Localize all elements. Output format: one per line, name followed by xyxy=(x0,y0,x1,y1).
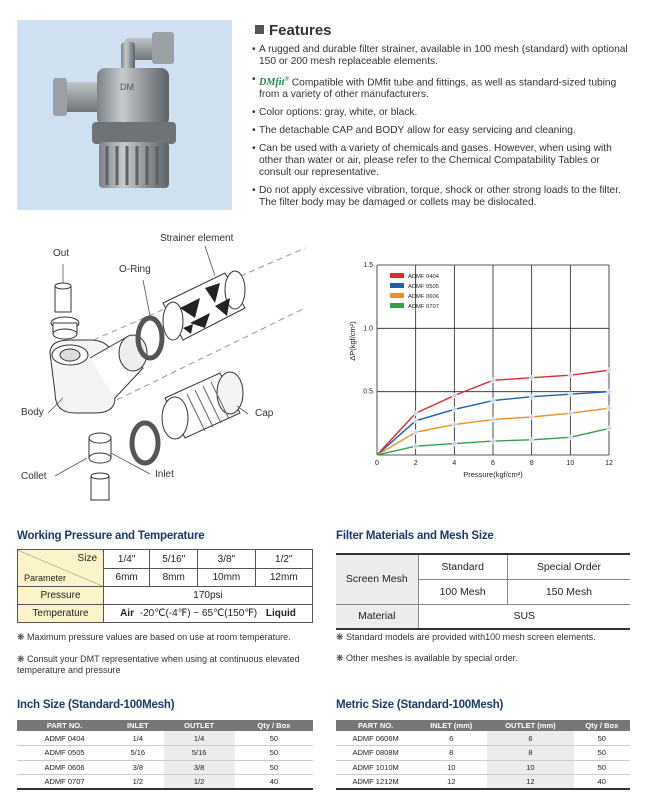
air-label: Air xyxy=(120,608,134,619)
outlet-value: 3/8 xyxy=(164,760,235,775)
legend-swatch xyxy=(390,293,404,298)
label-body: Body xyxy=(21,407,44,418)
dmfit-logo: DMfit® xyxy=(259,77,289,89)
square-bullet-icon xyxy=(255,25,264,34)
part-number: ADMF 0707 xyxy=(17,775,112,790)
y-tick-label: 1.5 xyxy=(363,262,373,269)
inch-size-table xyxy=(17,720,313,790)
mesh-note: ❋ Other meshes is available by special order. xyxy=(336,653,518,663)
outlet-value: 10 xyxy=(487,760,573,775)
data-point xyxy=(491,398,496,403)
feature-item xyxy=(252,107,632,119)
filter-materials-table xyxy=(336,553,630,630)
outlet-value: 5/16 xyxy=(164,746,235,761)
metric-size-table xyxy=(336,720,630,790)
standard-label: Standard xyxy=(418,554,507,579)
outlet-value: 8 xyxy=(487,746,573,761)
temperature-label: Temperature xyxy=(18,605,104,623)
qty-value: 40 xyxy=(235,775,313,790)
feature-text: The detachable CAP and BODY allow for easy servicing and cleaning. xyxy=(259,125,576,137)
special-mesh-value: 150 Mesh xyxy=(507,579,630,604)
inch-size-title: Inch Size (Standard-100Mesh) xyxy=(17,699,175,711)
inlet-value: 6 xyxy=(415,731,487,746)
legend-swatch xyxy=(390,303,404,308)
column-header: PART NO. xyxy=(17,720,112,731)
inlet-value: 12 xyxy=(415,775,487,790)
x-tick-label: 4 xyxy=(452,460,457,467)
x-tick-label: 2 xyxy=(413,460,418,467)
inlet-value: 1/4 xyxy=(112,731,163,746)
working-pressure-table xyxy=(17,549,313,623)
part-number: ADMF 0808M xyxy=(336,746,415,761)
temperature-value xyxy=(104,605,313,623)
legend-label: ADMF 0606 xyxy=(408,294,439,300)
label-collet: Collet xyxy=(21,471,47,482)
working-pressure-title: Working Pressure and Temperature xyxy=(17,530,205,542)
x-tick-label: 8 xyxy=(529,460,534,467)
data-point xyxy=(568,435,573,440)
feature-text: A rugged and durable filter strainer, available in 100 mesh (standard) with optional 150 or 200 mesh replaceable elements. xyxy=(259,44,628,67)
feature-item xyxy=(252,125,632,137)
part-number: ADMF 1010M xyxy=(336,760,415,775)
label-strainer-element: Strainer element xyxy=(160,233,234,244)
parameter-label: Parameter xyxy=(24,573,67,583)
column-header: OUTLET (mm) xyxy=(487,720,573,731)
size-inch: 1/4" xyxy=(104,550,150,569)
qty-value: 50 xyxy=(235,760,313,775)
size-inch: 1/2" xyxy=(255,550,312,569)
feature-text: Compatible with DMfit tube and fittings, as well as standard-sized tubing from a variety of other manufacturers. xyxy=(259,77,617,101)
data-point xyxy=(413,430,418,435)
label-out: Out xyxy=(53,248,70,259)
legend-label: ADMF 0505 xyxy=(408,284,439,290)
qty-value: 50 xyxy=(235,731,313,746)
x-tick-label: 10 xyxy=(566,460,575,467)
pressure-drop-chart xyxy=(340,255,630,485)
feature-text: Do not apply excessive vibration, torque, shock or other strong loads to the filter. The filter body may be damaged or collets may be dislocated. xyxy=(259,185,621,209)
feature-item xyxy=(252,44,632,68)
y-axis-label: ΔP(kgf/cm²) xyxy=(348,321,357,361)
table-row xyxy=(17,731,313,746)
air-range: -20℃(-4℉) ~ 65℃(150℉) xyxy=(139,608,258,619)
inlet-value: 8 xyxy=(415,746,487,761)
feature-item xyxy=(252,74,632,101)
legend-label: ADMF 0404 xyxy=(408,274,439,280)
data-point xyxy=(452,441,457,446)
feature-text: Color options: gray, white, or black. xyxy=(259,107,418,119)
outlet-value: 1/4 xyxy=(164,731,235,746)
table-row xyxy=(336,760,630,775)
outlet-value: 6 xyxy=(487,731,573,746)
x-axis-label: Pressure(kgf/cm²) xyxy=(463,470,523,479)
part-number: ADMF 0606 xyxy=(17,760,112,775)
data-point xyxy=(568,411,573,416)
legend-swatch xyxy=(390,273,404,278)
label-inlet: Inlet xyxy=(155,469,174,480)
feature-text: Can be used with a variety of chemicals and gases. However, when using with other than water or air, please refer to the Chemical Compatability Tables or consult our representative. xyxy=(259,143,612,179)
qty-value: 50 xyxy=(574,760,630,775)
x-tick-label: 12 xyxy=(605,460,613,467)
data-point xyxy=(452,422,457,427)
data-point xyxy=(529,375,534,380)
part-number: ADMF 0606M xyxy=(336,731,415,746)
size-inch: 3/8" xyxy=(198,550,255,569)
filter-materials-title: Filter Materials and Mesh Size xyxy=(336,530,494,542)
label-o-ring: O-Ring xyxy=(119,264,151,275)
qty-value: 50 xyxy=(574,746,630,761)
y-tick-label: 1.0 xyxy=(363,325,373,333)
column-header: Qty / Box xyxy=(574,720,630,731)
part-number: ADMF 0505 xyxy=(17,746,112,761)
data-point xyxy=(568,373,573,378)
table-row xyxy=(17,746,313,761)
data-point xyxy=(491,378,496,383)
standard-mesh-value: 100 Mesh xyxy=(418,579,507,604)
data-point xyxy=(529,415,534,420)
data-point xyxy=(452,407,457,412)
screen-mesh-label: Screen Mesh xyxy=(336,554,418,604)
legend-swatch xyxy=(390,283,404,288)
material-value: SUS xyxy=(418,604,630,629)
size-label: Size xyxy=(77,553,97,564)
data-point xyxy=(607,406,612,411)
outlet-value: 1/2 xyxy=(164,775,235,790)
size-inch: 5/16" xyxy=(150,550,198,569)
table-row xyxy=(336,746,630,761)
qty-value: 40 xyxy=(574,775,630,790)
size-mm: 6mm xyxy=(104,569,150,587)
product-photo xyxy=(17,20,232,210)
data-point xyxy=(607,426,612,431)
mesh-note: ❋ Standard models are provided with100 mesh screen elements. xyxy=(336,632,596,642)
y-tick-label: 0.5 xyxy=(363,388,373,396)
exploded-diagram xyxy=(15,228,315,503)
table-row xyxy=(17,775,313,790)
outlet-value: 12 xyxy=(487,775,573,790)
data-point xyxy=(491,417,496,422)
column-header: Qty / Box xyxy=(235,720,313,731)
column-header: INLET (mm) xyxy=(415,720,487,731)
part-number: ADMF 0404 xyxy=(17,731,112,746)
features-title-text: Features xyxy=(269,22,332,39)
inlet-value: 3/8 xyxy=(112,760,163,775)
pressure-value: 170psi xyxy=(104,587,313,605)
liquid-label: Liquid xyxy=(265,608,296,619)
legend-label: ADMF 0707 xyxy=(408,304,439,310)
features-list xyxy=(252,44,632,215)
x-tick-label: 0 xyxy=(375,460,379,467)
table-row xyxy=(17,760,313,775)
data-point xyxy=(452,393,457,398)
photo-body-text: DM xyxy=(120,82,134,92)
data-point xyxy=(607,389,612,394)
part-number: ADMF 1212M xyxy=(336,775,415,790)
column-header: OUTLET xyxy=(164,720,235,731)
feature-item xyxy=(252,143,632,179)
table-row xyxy=(336,731,630,746)
size-mm: 10mm xyxy=(198,569,255,587)
inlet-value: 10 xyxy=(415,760,487,775)
x-tick-label: 6 xyxy=(491,460,495,467)
data-point xyxy=(607,368,612,373)
data-point xyxy=(529,438,534,443)
feature-item xyxy=(252,185,632,209)
special-order-label: Special Order xyxy=(507,554,630,579)
metric-size-title: Metric Size (Standard-100Mesh) xyxy=(336,699,504,711)
column-header: PART NO. xyxy=(336,720,415,731)
table-row xyxy=(336,775,630,790)
data-point xyxy=(491,439,496,444)
data-point xyxy=(529,394,534,399)
inlet-value: 5/16 xyxy=(112,746,163,761)
features-title xyxy=(255,22,332,39)
size-mm: 12mm xyxy=(255,569,312,587)
inlet-value: 1/2 xyxy=(112,775,163,790)
material-label: Material xyxy=(336,604,418,629)
qty-value: 50 xyxy=(235,746,313,761)
data-point xyxy=(413,444,418,449)
pressure-note: ❋ Maximum pressure values are based on use at room temperature. xyxy=(17,632,291,642)
pressure-note: ❋ Consult your DMT representative when using at continuous elevated temperature and pressure xyxy=(17,654,300,675)
column-header: INLET xyxy=(112,720,163,731)
label-cap: Cap xyxy=(255,408,274,419)
pressure-label: Pressure xyxy=(18,587,104,605)
data-point xyxy=(413,419,418,424)
size-mm: 8mm xyxy=(150,569,198,587)
data-point xyxy=(568,392,573,397)
qty-value: 50 xyxy=(574,731,630,746)
data-point xyxy=(413,411,418,416)
size-parameter-cell xyxy=(18,550,104,587)
